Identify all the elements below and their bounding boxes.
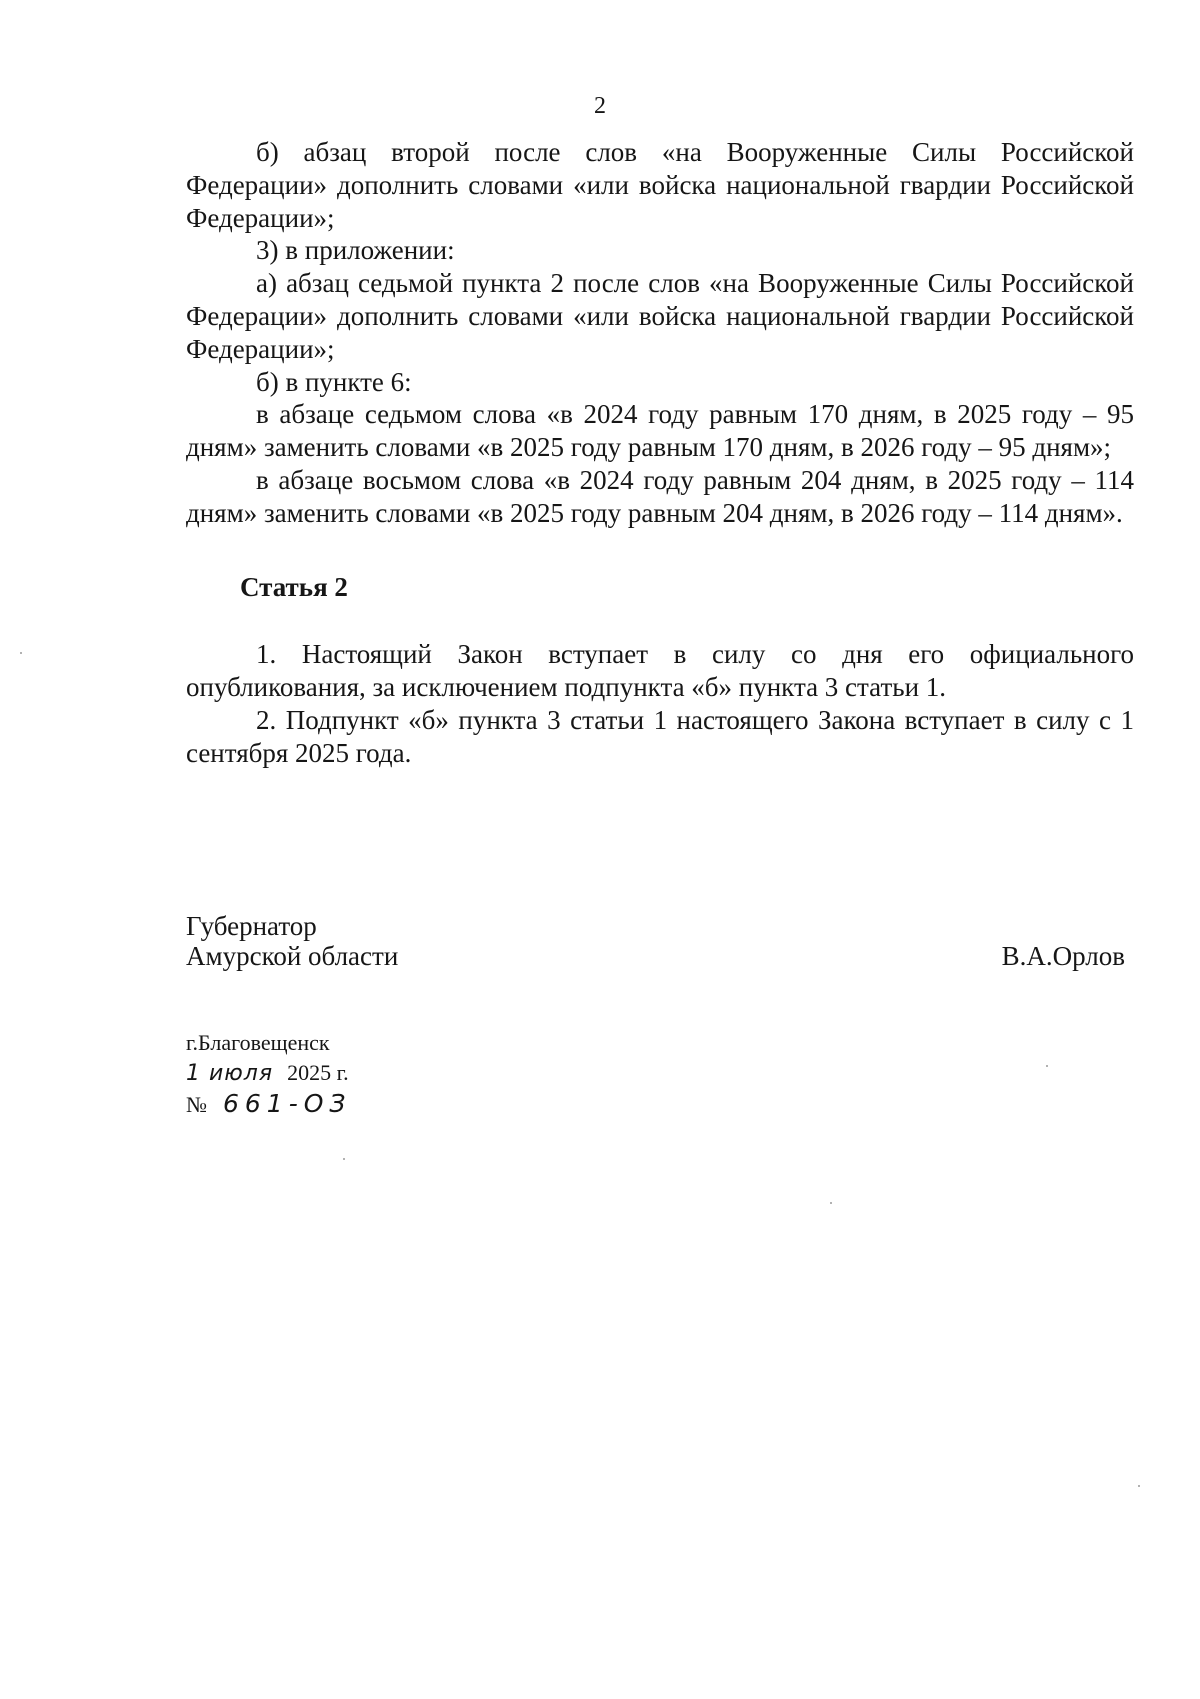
document-body bbox=[186, 136, 1134, 770]
date-line bbox=[186, 1058, 351, 1089]
signature-title-line: Губернатор bbox=[186, 911, 317, 941]
scan-speck bbox=[1046, 1065, 1048, 1067]
scan-speck bbox=[1138, 1485, 1140, 1487]
article-item: 1. Настоящий Закон вступает в силу со дня его официального опубликования, за исключением подпункта «б» пункта 3 статьи 1. bbox=[186, 639, 1134, 703]
handwritten-number: 661-ОЗ bbox=[223, 1089, 352, 1118]
scan-speck bbox=[20, 652, 22, 654]
paragraph: б) абзац второй после слов «на Вооруженные Силы Российской Федерации» дополнить словами «или войска национальной гвардии Российской Федерации»; bbox=[186, 137, 1134, 233]
article-title: Статья 2 bbox=[240, 571, 348, 602]
paragraph: в абзаце восьмом слова «в 2024 году равным 204 дням, в 2025 году – 114 дням» заменить словами «в 2025 году равным 204 дням, в 2026 году – 114 дням». bbox=[186, 464, 1134, 528]
place-date-block bbox=[186, 1028, 351, 1120]
handwritten-date: 1 июля bbox=[186, 1061, 274, 1086]
paragraph: б) в пункте 6: bbox=[256, 366, 412, 397]
city: г.Благовещенск bbox=[186, 1030, 330, 1055]
scan-speck bbox=[830, 1202, 832, 1204]
signatory-name: В.А.Орлов bbox=[1001, 941, 1125, 971]
page-number: 2 bbox=[594, 93, 606, 119]
scan-speck bbox=[343, 1158, 345, 1160]
number-line bbox=[186, 1089, 351, 1120]
paragraph: а) абзац седьмой пункта 2 после слов «на Вооруженные Силы Российской Федерации» дополнить словами «или войска национальной гвардии Российской Федерации»; bbox=[186, 268, 1134, 364]
article-item: 2. Подпункт «б» пункта 3 статьи 1 настоящего Закона вступает в силу с 1 сентября 2025 года. bbox=[186, 704, 1134, 768]
year: 2025 г. bbox=[287, 1060, 349, 1085]
number-sign: № bbox=[186, 1092, 207, 1117]
paragraph: 3) в приложении: bbox=[256, 235, 455, 266]
signature-title-line: Амурской области bbox=[186, 941, 399, 971]
paragraph: в абзаце седьмом слова «в 2024 году равным 170 дням, в 2025 году – 95 дням» заменить словами «в 2025 году равным 170 дням, в 2026 году – 95 дням»; bbox=[186, 399, 1134, 463]
signature-title bbox=[186, 911, 398, 971]
